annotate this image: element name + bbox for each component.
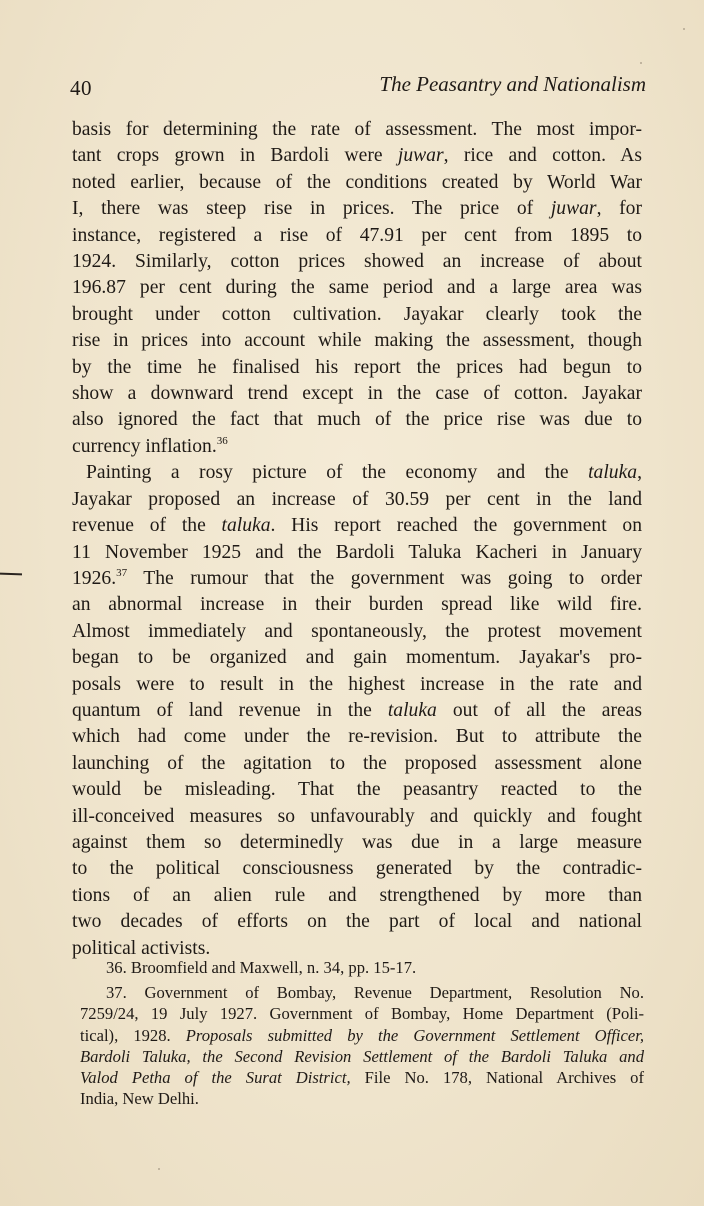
text-line: two decades of efforts on the part of local and national [72, 911, 642, 933]
footnote-36: 36. Broomfield and Maxwell, n. 34, pp. 15-17. [106, 958, 417, 977]
footnote-ref-37: 37 [116, 566, 128, 579]
text-line: 1924. Similarly, cotton prices showed an increase of about [72, 251, 642, 273]
italic-term: taluka [588, 462, 638, 484]
page-number: 40 [70, 76, 92, 100]
text-line: 11 November 1925 and the Bardoli Taluka Kacheri in January [72, 541, 642, 563]
text-line: to the political consciousness generated by the contradic- [72, 858, 642, 880]
text-line: against them so determinedly was due in a large measure [72, 831, 642, 853]
text-line: show a downward trend except in the case of cotton. Jayakar [72, 383, 642, 405]
margin-pencil-mark [0, 573, 22, 576]
text-line: launching of the agitation to the proposed assessment alone [72, 752, 642, 774]
italic-term: juwar [550, 198, 597, 220]
text-line: basis for determining the rate of assessment. The most impor- [72, 119, 642, 140]
text-line: noted earlier, because of the conditions created by World War [72, 171, 642, 193]
text-line: began to be organized and gain momentum. Jayakar's pro- [72, 647, 642, 669]
italic-term: taluka [221, 515, 271, 537]
footnote-line: India, New Delhi. [80, 1089, 199, 1109]
text-line: instance, registered a rise of 47.91 per cent from 1895 to [72, 224, 642, 246]
italic-term: taluka [387, 699, 437, 721]
italic-term: Bardoli Taluka, the Second Revision Settlement of the Bardoli Taluka and [80, 1046, 644, 1066]
footnote-37: 37. Government of Bombay, Revenue Department, Resolution No. [106, 983, 644, 1003]
footnote-line: tical), 1928. Proposals submitted by the Government Settlement Officer, [80, 1025, 644, 1045]
footnote-line: Valod Petha of the Surat District, File No. 178, National Archives of [80, 1068, 644, 1088]
text-line: political activists. [72, 937, 211, 959]
text-line: tions of an alien rule and strengthened by more than [72, 884, 642, 906]
text-line: an abnormal increase in their burden spread like wild fire. [72, 594, 642, 616]
paper-speck [158, 1168, 160, 1170]
running-title: The Peasantry and Nationalism [379, 72, 646, 96]
paper-speck [683, 28, 685, 30]
text-line: brought under cotton cultivation. Jayakar clearly took the [72, 303, 642, 325]
text-line: posals were to result in the highest increase in the rate and [72, 673, 642, 695]
text-line: revenue of the taluka. His report reached the government on [72, 515, 642, 537]
text-line: 1926.37 The rumour that the government was going to order [72, 566, 642, 589]
text-line: also ignored the fact that much of the price rise was due to [72, 409, 642, 431]
italic-term: juwar [397, 145, 444, 167]
body-text [72, 117, 642, 962]
footnote-line: 7259/24, 19 July 1927. Government of Bombay, Home Department (Poli- [80, 1004, 644, 1024]
paper-speck [640, 62, 642, 64]
footnotes [80, 957, 644, 1109]
text-line: Almost immediately and spontaneously, the protest movement [72, 620, 642, 642]
page-header [70, 70, 646, 106]
text-line: 196.87 per cent during the same period and a large area was [72, 277, 642, 299]
footnote-ref-36: 36 [216, 434, 228, 447]
text-line: by the time he finalised his report the prices had begun to [72, 356, 642, 378]
italic-term: Proposals submitted by the Government Settlement Officer, [185, 1025, 644, 1045]
italic-term: Valod Petha of the Surat District, [80, 1068, 351, 1088]
text-line: Painting a rosy picture of the economy and the taluka, [86, 462, 642, 484]
footnote-line [80, 1046, 644, 1067]
text-line: tant crops grown in Bardoli were juwar, rice and cotton. As [72, 145, 642, 167]
text-line: rise in prices into account while making the assessment, though [72, 330, 642, 352]
text-line: currency inflation.$^{36}$ [72, 434, 228, 457]
text-line: quantum of land revenue in the taluka out of all the areas [72, 699, 642, 721]
text-line: I, there was steep rise in prices. The price of juwar, for [72, 198, 642, 220]
text-line: which had come under the re-revision. But to attribute the [72, 726, 642, 748]
text-line: Jayakar proposed an increase of 30.59 per cent in the land [72, 488, 642, 510]
text-line: ill-conceived measures so unfavourably and quickly and fought [72, 805, 642, 827]
text-line: would be misleading. That the peasantry reacted to the [72, 779, 642, 801]
